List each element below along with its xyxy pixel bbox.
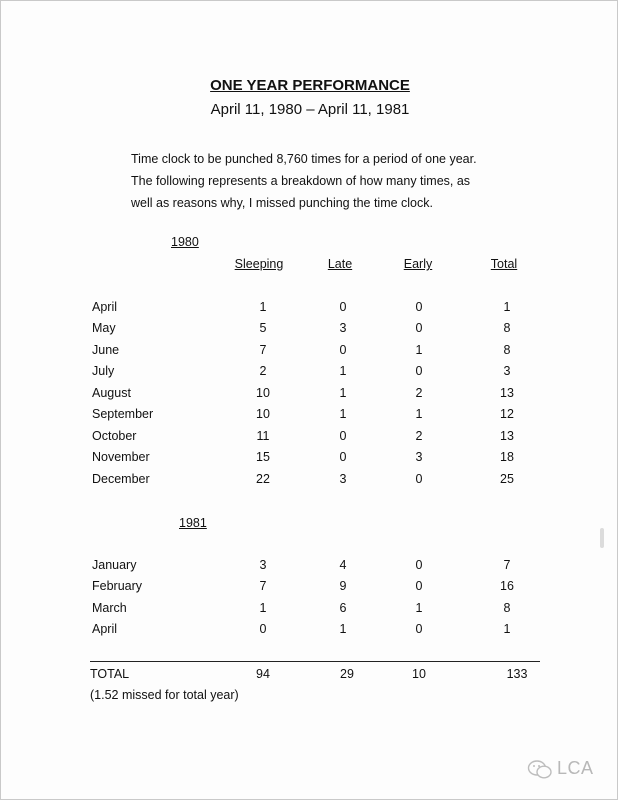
sleeping-cell: 10 [256,407,270,421]
sleeping-cell: 1 [259,601,267,615]
early-cell: 0 [415,364,423,378]
late-cell: 0 [339,343,347,357]
sleeping-cell: 11 [256,429,270,443]
month-cell: February [92,579,143,593]
early-cell: 0 [415,558,423,572]
month-cell: November [92,450,150,464]
total-row [1,667,618,687]
late-cell: 0 [339,300,347,314]
total-cell: 7 [503,558,511,572]
early-cell: 0 [415,472,423,486]
total-cell: 3 [503,364,511,378]
late-cell: 1 [339,407,347,421]
sleeping-cell: 5 [259,321,267,335]
early-cell: 0 [415,622,423,636]
year-heading-1980: 1980 [171,235,199,249]
table-row [1,558,618,578]
month-cell: June [92,343,120,357]
total-cell: 13 [500,429,514,443]
column-header-total: Total [490,257,518,271]
late-cell: 4 [339,558,347,572]
table-row [1,364,618,384]
table-row [1,407,618,427]
early-total: 10 [412,667,426,681]
table-row [1,579,618,599]
month-cell: March [92,601,127,615]
sleeping-cell: 7 [259,343,267,357]
month-cell: December [92,472,150,486]
early-cell: 1 [415,407,423,421]
month-cell: September [92,407,154,421]
total-divider [90,661,540,662]
early-cell: 0 [415,579,423,593]
late-cell: 9 [339,579,347,593]
table-row [1,472,618,492]
total-cell: 13 [500,386,514,400]
document-title: ONE YEAR PERFORMANCE [210,77,410,94]
table-row [1,343,618,363]
grand-total: 133 [506,667,528,681]
early-cell: 3 [415,450,423,464]
late-total: 29 [340,667,354,681]
intro-paragraph [131,148,531,214]
sleeping-cell: 10 [256,386,270,400]
footnote: (1.52 missed for total year) [90,688,239,702]
month-cell: May [92,321,116,335]
sleeping-cell: 3 [259,558,267,572]
late-cell: 0 [339,429,347,443]
late-cell: 1 [339,364,347,378]
total-cell: 18 [500,450,514,464]
total-cell: 1 [503,300,511,314]
table-row [1,622,618,642]
sleeping-cell: 7 [259,579,267,593]
early-cell: 0 [415,300,423,314]
early-cell: 2 [415,386,423,400]
late-cell: 0 [339,450,347,464]
early-cell: 2 [415,429,423,443]
intro-line: The following represents a breakdown of how many times, as [131,174,471,188]
total-label: TOTAL [90,667,130,681]
column-header-sleeping: Sleeping [234,257,284,271]
sleeping-cell: 15 [256,450,270,464]
month-cell: August [92,386,131,400]
total-cell: 12 [500,407,514,421]
watermark-text: LCA [557,758,594,778]
intro-line: Time clock to be punched 8,760 times for a period of one year. [131,152,477,166]
total-cell: 8 [503,601,511,615]
early-cell: 1 [415,343,423,357]
late-cell: 3 [339,321,347,335]
column-header-late: Late [327,257,353,271]
sleeping-cell: 0 [259,622,267,636]
sleeping-cell: 2 [259,364,267,378]
total-cell: 1 [503,622,511,636]
month-cell: July [92,364,115,378]
sleeping-total: 94 [256,667,270,681]
early-cell: 1 [415,601,423,615]
sleeping-cell: 22 [256,472,270,486]
month-cell: January [92,558,137,572]
early-cell: 0 [415,321,423,335]
document-subtitle: April 11, 1980 – April 11, 1981 [210,101,410,118]
month-cell: April [92,300,118,314]
table-row [1,601,618,621]
wechat-icon [527,759,553,781]
total-cell: 8 [503,321,511,335]
late-cell: 1 [339,622,347,636]
sleeping-cell: 1 [259,300,267,314]
table-row [1,386,618,406]
table-row [1,450,618,470]
table-row [1,321,618,341]
late-cell: 1 [339,386,347,400]
month-cell: April [92,622,118,636]
intro-line: well as reasons why, I missed punching the time clock. [131,196,433,210]
column-header-early: Early [403,257,433,271]
table-row [1,429,618,449]
late-cell: 3 [339,472,347,486]
table-row [1,300,618,320]
month-cell: October [92,429,137,443]
scan-mark [600,528,604,548]
year-heading-1981: 1981 [179,516,207,530]
total-cell: 8 [503,343,511,357]
total-cell: 25 [500,472,514,486]
late-cell: 6 [339,601,347,615]
total-cell: 16 [500,579,514,593]
